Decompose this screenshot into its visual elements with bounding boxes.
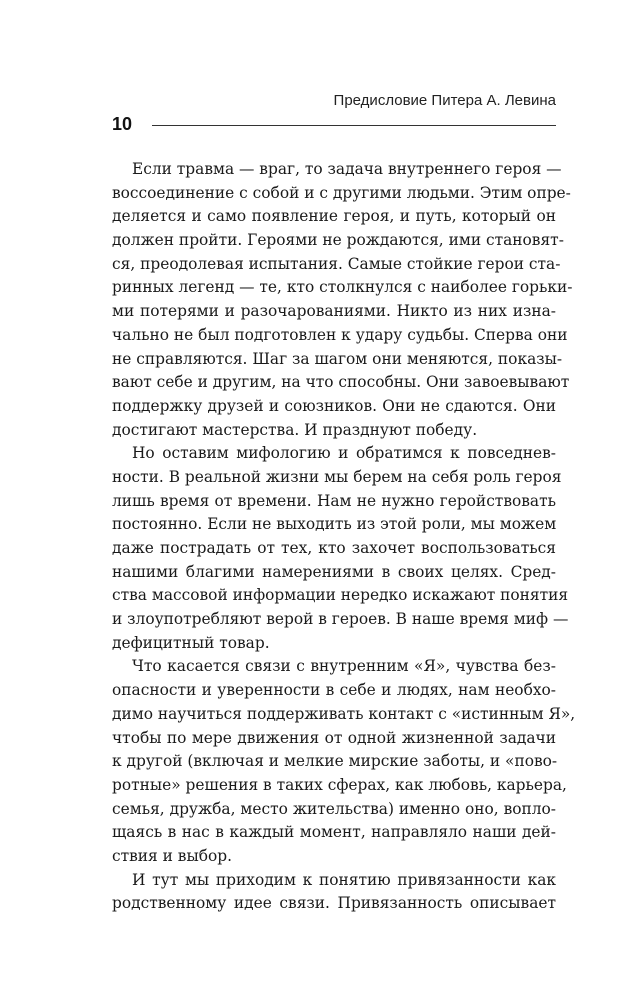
paragraph [112, 442, 569, 655]
text-line: ринных легенд — те, кто столкнулся с наиболее горьки- [112, 278, 573, 297]
paragraph [112, 158, 573, 442]
text-line: И тут мы приходим к понятию привязанности как [132, 870, 556, 889]
paragraph [112, 869, 556, 916]
text-line: Но оставим мифологию и обратимся к повседнев- [132, 444, 556, 463]
text-line: семья, дружба, место жительства) именно оно, вопло- [112, 799, 556, 818]
body-text [112, 158, 576, 916]
text-line: щаясь в нас в каждый момент, направляло наши дей- [112, 823, 556, 842]
running-title: Предисловие Питера А. Левина [333, 92, 556, 109]
text-line: Если травма — враг, то задача внутреннего героя — [132, 160, 562, 178]
text-line: ствия и выбор. [112, 846, 232, 865]
text-line: постоянно. Если не выходить из этой роли, мы можем [112, 515, 557, 534]
text-line: ства массовой информации нередко искажают понятия [112, 586, 569, 605]
page-number: 10 [112, 114, 133, 134]
text-line: чтобы по мере движения от одной жизненной задачи [112, 728, 556, 747]
text-line: поддержку друзей и союзников. Они не сдаются. Они [112, 396, 556, 415]
text-line: вают себе и другим, на что способны. Они завоевывают [112, 373, 570, 392]
page-header [112, 92, 556, 132]
text-line: деляется и само появление героя, и путь, который он [112, 207, 556, 226]
header-rule [152, 125, 556, 126]
text-line: должен пройти. Героями не рождаются, ими становят- [112, 231, 564, 250]
text-line: ся, преодолевая испытания. Самые стойкие герои ста- [112, 254, 561, 273]
text-line: лишь время от времени. Нам не нужно геройствовать [112, 491, 556, 510]
text-line: чально не был подготовлен к удару судьбы. Сперва они [112, 325, 568, 344]
text-line: и злоупотребляют верой в героев. В наше время миф — [112, 610, 569, 629]
text-line: опасности и уверенности в себе и людях, нам необхо- [112, 681, 556, 700]
text-line: достигают мастерства. И празднуют победу. [112, 420, 478, 439]
text-line: Что касается связи с внутренним «Я», чувства без- [132, 657, 556, 676]
text-line: родственному идее связи. Привязанность описывает [112, 894, 556, 913]
text-line: к другой (включая и мелкие мирские заботы, и «пово- [112, 752, 558, 771]
paragraph [112, 655, 576, 868]
text-line: димо научиться поддерживать контакт с «истинным Я», [112, 704, 576, 723]
text-line: ротные» решения в таких сферах, как любовь, карьера, [112, 775, 567, 794]
text-line: не справляются. Шаг за шагом они меняются, показы- [112, 349, 563, 368]
text-line: воссоединение с собой и с другими людьми. Этим опре- [112, 183, 571, 202]
text-line: нашими благими намерениями в своих целях. Сред- [112, 562, 556, 581]
text-line: даже пострадать от тех, кто захочет воспользоваться [112, 539, 556, 557]
text-line: ми потерями и разочарованиями. Никто из них изна- [112, 302, 556, 321]
text-line: ности. В реальной жизни мы берем на себя роль героя [112, 467, 562, 486]
text-line: дефицитный товар. [112, 633, 270, 652]
